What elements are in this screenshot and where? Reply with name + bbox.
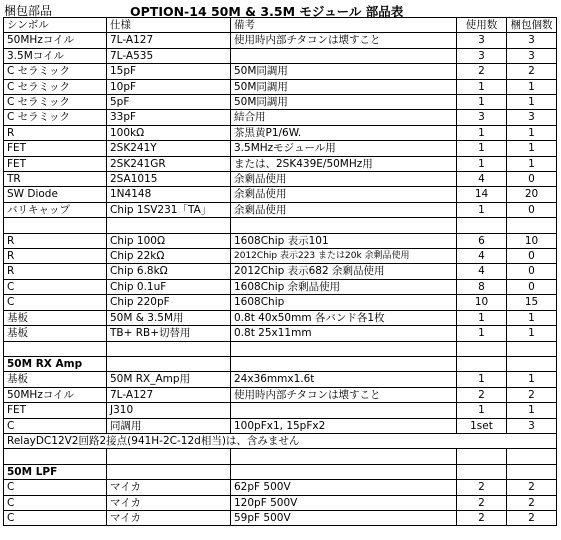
cell-pack-qty: 0 <box>507 202 557 217</box>
table-row <box>4 387 557 402</box>
cell-symbol: FET <box>4 156 107 171</box>
table-row <box>4 48 557 63</box>
table-row <box>4 295 557 310</box>
cell-spec: マイカ <box>107 495 231 510</box>
cell-remarks: 1608Chip 表示101 <box>231 233 457 248</box>
table-row <box>4 79 557 94</box>
table-row <box>4 141 557 156</box>
cell-symbol: 基板 <box>4 326 107 341</box>
blank-cell <box>507 218 557 233</box>
cell-spec: 2SK241GR <box>107 156 231 171</box>
cell-used-qty: 4 <box>457 249 507 264</box>
cell-used-qty: 3 <box>457 110 507 125</box>
blank-cell <box>107 218 231 233</box>
blank-cell <box>457 218 507 233</box>
cell-symbol: 基板 <box>4 372 107 387</box>
cell-used-qty: 1 <box>457 372 507 387</box>
cell-symbol: 50MHzコイル <box>4 387 107 402</box>
cell-symbol: C <box>4 279 107 294</box>
cell-remarks: 2012Chip 表示682 余剰品使用 <box>231 264 457 279</box>
cell-used-qty: 3 <box>457 48 507 63</box>
table-row <box>4 310 557 325</box>
cell-pack-qty: 1 <box>507 310 557 325</box>
cell-symbol: C セラミック <box>4 64 107 79</box>
cell-symbol: SW Diode <box>4 187 107 202</box>
cell-symbol: 基板 <box>4 310 107 325</box>
cell-symbol: C セラミック <box>4 79 107 94</box>
cell-pack-qty: 0 <box>507 264 557 279</box>
cell-symbol: TR <box>4 172 107 187</box>
cell-symbol: C <box>4 418 107 433</box>
blank-cell <box>231 356 457 371</box>
blank-cell <box>231 449 457 464</box>
cell-remarks: 3.5MHzモジュール用 <box>231 141 457 156</box>
cell-spec: 同調用 <box>107 418 231 433</box>
cell-used-qty: 1 <box>457 125 507 140</box>
blank-cell <box>231 218 457 233</box>
blank-cell <box>457 449 507 464</box>
cell-used-qty: 4 <box>457 264 507 279</box>
section-title: 50M RX Amp <box>4 356 107 371</box>
cell-remarks: 0.8t 25x11mm <box>231 326 457 341</box>
cell-pack-qty: 1 <box>507 141 557 156</box>
cell-pack-qty: 1 <box>507 326 557 341</box>
cell-symbol: 50MHzコイル <box>4 33 107 48</box>
blank-cell <box>107 356 231 371</box>
blank-cell <box>507 341 557 356</box>
cell-spec: 5pF <box>107 95 231 110</box>
cell-remarks: 1608Chip 余剰品使用 <box>231 279 457 294</box>
table-row <box>4 125 557 140</box>
cell-pack-qty: 3 <box>507 418 557 433</box>
section-header-row <box>4 464 557 479</box>
table-row <box>4 187 557 202</box>
cell-remarks: 使用時内部チタコンは壊すこと <box>231 387 457 402</box>
cell-spec: Chip 220pF <box>107 295 231 310</box>
cell-remarks: 120pF 500V <box>231 495 457 510</box>
table-row <box>4 233 557 248</box>
cell-pack-qty: 3 <box>507 48 557 63</box>
cell-pack-qty: 0 <box>507 172 557 187</box>
cell-spec: 10pF <box>107 79 231 94</box>
table-row <box>4 495 557 510</box>
cell-remarks <box>231 48 457 63</box>
cell-remarks: 50M同調用 <box>231 79 457 94</box>
table-row <box>4 156 557 171</box>
cell-pack-qty: 2 <box>507 387 557 402</box>
cell-remarks <box>231 403 457 418</box>
col-spec: 仕様 <box>107 18 231 33</box>
cell-symbol: R <box>4 125 107 140</box>
table-row <box>4 279 557 294</box>
sheet-header <box>0 0 561 18</box>
cell-remarks: または、2SK439E/50MHz用 <box>231 156 457 171</box>
cell-spec: 7L-A127 <box>107 387 231 402</box>
cell-used-qty: 1 <box>457 326 507 341</box>
cell-pack-qty: 15 <box>507 295 557 310</box>
blank-cell <box>107 449 231 464</box>
cell-used-qty: 8 <box>457 279 507 294</box>
cell-symbol: C <box>4 295 107 310</box>
cell-spec: Chip 1SV231「TA」 <box>107 202 231 217</box>
cell-pack-qty: 1 <box>507 372 557 387</box>
header-row <box>4 18 557 33</box>
cell-remarks: 24x36mmx1.6t <box>231 372 457 387</box>
blank-cell <box>4 449 107 464</box>
page-title: OPTION-14 50M & 3.5M モジュール 部品表 <box>130 4 404 19</box>
cell-used-qty: 1 <box>457 79 507 94</box>
col-remarks: 備考 <box>231 18 457 33</box>
cell-symbol: C <box>4 495 107 510</box>
cell-used-qty: 6 <box>457 233 507 248</box>
table-row <box>4 418 557 433</box>
cell-spec: J310 <box>107 403 231 418</box>
cell-symbol: FET <box>4 403 107 418</box>
blank-row <box>4 218 557 233</box>
cell-spec: 7L-A127 <box>107 33 231 48</box>
table-row <box>4 110 557 125</box>
cell-pack-qty: 2 <box>507 64 557 79</box>
cell-pack-qty: 1 <box>507 79 557 94</box>
note-row <box>4 433 557 448</box>
cell-pack-qty: 0 <box>507 279 557 294</box>
cell-remarks: 100pFx1, 15pFx2 <box>231 418 457 433</box>
cell-used-qty: 1 <box>457 310 507 325</box>
cell-pack-qty: 20 <box>507 187 557 202</box>
blank-cell <box>107 341 231 356</box>
cell-spec: 50M & 3.5M用 <box>107 310 231 325</box>
blank-cell <box>231 341 457 356</box>
cell-pack-qty: 2 <box>507 510 557 525</box>
cell-used-qty: 2 <box>457 64 507 79</box>
cell-used-qty: 3 <box>457 33 507 48</box>
cell-used-qty: 2 <box>457 480 507 495</box>
cell-pack-qty: 3 <box>507 33 557 48</box>
cell-pack-qty: 2 <box>507 495 557 510</box>
cell-used-qty: 1 <box>457 95 507 110</box>
cell-spec: 50M RX_Amp用 <box>107 372 231 387</box>
table-row <box>4 172 557 187</box>
section-header-row <box>4 356 557 371</box>
cell-symbol: C <box>4 510 107 525</box>
cell-remarks: 茶黒黄P1/6W. <box>231 125 457 140</box>
cell-remarks: 62pF 500V <box>231 480 457 495</box>
cell-pack-qty: 2 <box>507 480 557 495</box>
cell-used-qty: 2 <box>457 387 507 402</box>
section-title: 50M LPF <box>4 464 107 479</box>
table-row <box>4 510 557 525</box>
cell-symbol: 3.5Mコイル <box>4 48 107 63</box>
col-used-qty: 使用数 <box>457 18 507 33</box>
cell-remarks: 1608Chip <box>231 295 457 310</box>
cell-symbol: R <box>4 233 107 248</box>
cell-remarks: 59pF 500V <box>231 510 457 525</box>
cell-used-qty: 1set <box>457 418 507 433</box>
table-row <box>4 372 557 387</box>
cell-symbol: バリキャップ <box>4 202 107 217</box>
table-row <box>4 249 557 264</box>
cell-spec: 2SA1015 <box>107 172 231 187</box>
cell-pack-qty: 1 <box>507 403 557 418</box>
cell-pack-qty: 3 <box>507 110 557 125</box>
table-row <box>4 480 557 495</box>
package-parts-label: 梱包部品 <box>4 4 53 18</box>
cell-spec: 15pF <box>107 64 231 79</box>
cell-used-qty: 1 <box>457 141 507 156</box>
cell-spec: 7L-A535 <box>107 48 231 63</box>
cell-spec: Chip 22kΩ <box>107 249 231 264</box>
col-pack-qty: 梱包個数 <box>507 18 557 33</box>
cell-symbol: C <box>4 480 107 495</box>
cell-spec: 100kΩ <box>107 125 231 140</box>
cell-remarks: 余剰品使用 <box>231 202 457 217</box>
parts-table <box>3 17 557 526</box>
cell-used-qty: 1 <box>457 202 507 217</box>
cell-used-qty: 14 <box>457 187 507 202</box>
cell-symbol: C セラミック <box>4 110 107 125</box>
table-row <box>4 403 557 418</box>
cell-remarks: 50M同調用 <box>231 95 457 110</box>
cell-remarks: 余剰品使用 <box>231 172 457 187</box>
cell-remarks: 結合用 <box>231 110 457 125</box>
table-row <box>4 64 557 79</box>
cell-spec: 33pF <box>107 110 231 125</box>
cell-symbol: C セラミック <box>4 95 107 110</box>
blank-cell <box>507 464 557 479</box>
cell-spec: マイカ <box>107 510 231 525</box>
cell-used-qty: 1 <box>457 403 507 418</box>
cell-pack-qty: 10 <box>507 233 557 248</box>
table-row <box>4 95 557 110</box>
cell-pack-qty: 0 <box>507 249 557 264</box>
table-row <box>4 326 557 341</box>
blank-cell <box>507 449 557 464</box>
cell-spec: Chip 0.1uF <box>107 279 231 294</box>
cell-spec: Chip 6.8kΩ <box>107 264 231 279</box>
cell-used-qty: 2 <box>457 510 507 525</box>
cell-used-qty: 1 <box>457 156 507 171</box>
cell-pack-qty: 1 <box>507 156 557 171</box>
blank-cell <box>457 356 507 371</box>
cell-spec: マイカ <box>107 480 231 495</box>
blank-cell <box>457 341 507 356</box>
blank-cell <box>107 464 231 479</box>
cell-pack-qty: 1 <box>507 95 557 110</box>
cell-pack-qty: 1 <box>507 125 557 140</box>
col-symbol: シンボル <box>4 18 107 33</box>
cell-remarks: 50M同調用 <box>231 64 457 79</box>
cell-remarks: 余剰品使用 <box>231 187 457 202</box>
cell-spec: 2SK241Y <box>107 141 231 156</box>
blank-cell <box>457 464 507 479</box>
cell-symbol: R <box>4 249 107 264</box>
cell-symbol: FET <box>4 141 107 156</box>
blank-cell <box>4 218 107 233</box>
cell-remarks: 2012Chip 表示223 または20k 余剰品使用 <box>231 249 457 264</box>
blank-cell <box>507 356 557 371</box>
table-row <box>4 202 557 217</box>
blank-row <box>4 341 557 356</box>
table-row <box>4 264 557 279</box>
cell-used-qty: 10 <box>457 295 507 310</box>
blank-row <box>4 449 557 464</box>
cell-symbol: R <box>4 264 107 279</box>
blank-cell <box>4 341 107 356</box>
cell-used-qty: 4 <box>457 172 507 187</box>
blank-cell <box>231 464 457 479</box>
relay-note: RelayDC12V2回路2接点(941H-2C-12d相当)は、含みません <box>4 433 557 448</box>
table-body <box>4 33 557 526</box>
cell-used-qty: 2 <box>457 495 507 510</box>
cell-spec: Chip 100Ω <box>107 233 231 248</box>
table-row <box>4 33 557 48</box>
cell-spec: TB+ RB+切替用 <box>107 326 231 341</box>
cell-spec: 1N4148 <box>107 187 231 202</box>
cell-remarks: 0.8t 40x50mm 各バンド各1枚 <box>231 310 457 325</box>
cell-remarks: 使用時内部チタコンは壊すこと <box>231 33 457 48</box>
